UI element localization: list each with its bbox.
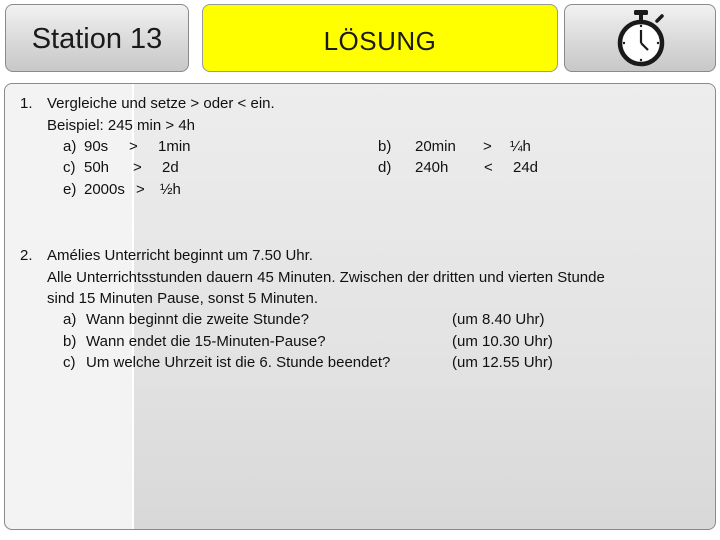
task1-item-letter: d) [378,159,392,176]
task1-item-left: 20min [415,138,456,155]
task1-instruction: Vergleiche und setze > oder < ein. [47,95,275,112]
station-header [5,4,189,72]
task1-example: Beispiel: 245 min > 4h [47,117,196,134]
task2-question-letter: c) [63,354,76,371]
task1-item-letter: b) [378,138,392,155]
task1-item-right: ¼h [510,138,531,155]
title-header [202,4,558,72]
task2-number: 2. [20,247,33,264]
task1-item-symbol: > [483,138,492,155]
task2-question-letter: a) [63,311,77,328]
task2-intro: Amélies Unterricht beginnt um 7.50 Uhr. [47,247,313,264]
task1-item-left: 90s [84,138,109,155]
task1-item-symbol: < [484,159,493,176]
task2-text-line1: Alle Unterrichtsstunden dauern 45 Minuten. Zwischen der dritten und vierten Stunde [47,269,605,286]
task1-item-left: 2000s [84,181,125,198]
task2-text-line2: sind 15 Minuten Pause, sonst 5 Minuten. [47,290,318,307]
task1-item-letter: a) [63,138,77,155]
stopwatch-icon [611,9,671,69]
task2-answer: (um 12.55 Uhr) [452,354,553,371]
task1-item-letter: c) [63,159,76,176]
station-label: Station 13 [31,23,163,55]
task1-item-right: 1min [158,138,191,155]
task1-item-symbol: > [129,138,138,155]
task2-answer: (um 8.40 Uhr) [452,311,545,328]
task2-answer: (um 10.30 Uhr) [452,333,553,350]
task1-item-right: 24d [513,159,539,176]
task1-item-right: ½h [160,181,181,198]
task1-item-symbol: > [133,159,142,176]
task1-item-left: 240h [415,159,449,176]
task1-item-right: 2d [162,159,179,176]
timer-header [564,4,716,72]
task2-question: Wann endet die 15-Minuten-Pause? [86,333,326,350]
task1-item-letter: e) [63,181,77,198]
task2-question-letter: b) [63,333,77,350]
page-title: LÖSUNG [323,26,437,56]
task2-question: Um welche Uhrzeit ist die 6. Stunde beendet? [86,354,391,371]
task1-item-left: 50h [84,159,110,176]
task2-question: Wann beginnt die zweite Stunde? [86,311,309,328]
task1-number: 1. [20,95,33,112]
task1-item-symbol: > [136,181,145,198]
